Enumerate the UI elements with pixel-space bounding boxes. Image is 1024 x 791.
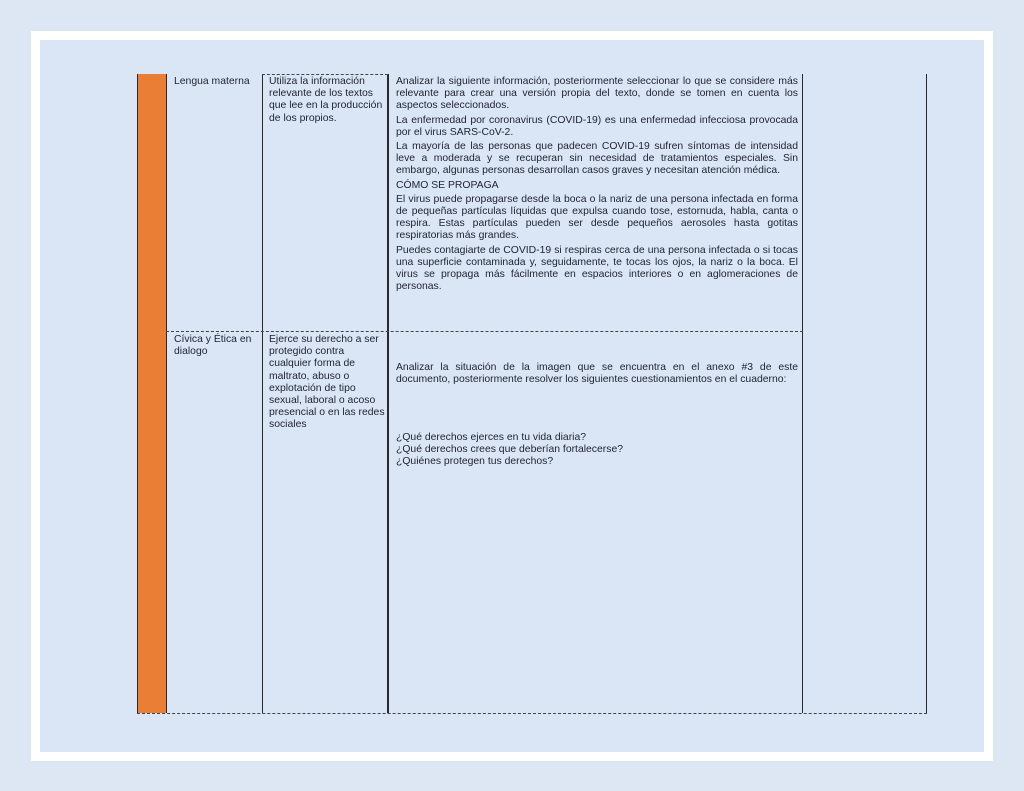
subject-cell: Cívica y Ética en dialogo [174,334,252,358]
activity-paragraph: La enfermedad por coronavirus (COVID-19) es una enfermedad infecciosa provocada por el virus SARS-CoV-2. [396,114,798,138]
activity-cell [396,362,798,388]
question-item: ¿Quiénes protegen tus derechos? [396,456,554,468]
subject-cell: Lengua materna [174,76,250,87]
column-divider [387,74,389,713]
activity-paragraph: La mayoría de las personas que padecen COVID-19 sufren síntomas de intensidad leve a moderada y se recuperan sin necesidad de tratamientos especiales. Sin embargo, algunas personas desarrollan casos graves y necesitan atención médica. [396,141,798,177]
column-divider [802,74,803,713]
skill-cell: Ejerce su derecho a ser protegido contra cualquier forma de maltrato, abuso o explotación de tipo sexual, laboral o acoso presencial o en las redes sociales [269,334,385,431]
question-list [396,432,798,469]
row-divider [166,331,803,332]
question-item: ¿Qué derechos crees que deberían fortalecerse? [396,444,623,456]
table-border-bottom [137,713,927,714]
activity-instructions: Analizar la situación de la imagen que se encuentra en el anexo #3 de este documento, posteriormente resolver los siguientes cuestionamientos en el cuaderno: [396,362,798,386]
accent-column [137,74,167,713]
activity-instructions: Analizar la siguiente información, posteriormente seleccionar lo que se considere más relevante para crear una versión propia del texto, donde se tomen en cuenta los aspectos seleccionados. [396,76,798,112]
activity-cell [396,76,798,295]
column-divider [166,74,167,713]
cell-border-top [262,74,388,75]
table-border-right [926,74,927,713]
question-item: ¿Qué derechos ejerces en tu vida diaria? [396,432,587,443]
activity-paragraph: El virus puede propagarse desde la boca o la nariz de una persona infectada en forma de pequeñas partículas líquidas que expulsa cuando tose, estornuda, habla, canta o respira. Estas partículas pueden ser desde pequeños aerosoles hasta gotitas respiratorias más grandes. [396,193,798,242]
table-border-left [137,74,138,713]
skill-cell: Utiliza la información relevante de los textos que lee en la producción de los propios. [269,76,383,124]
section-heading: CÓMO SE PROPAGA [396,179,499,191]
activity-paragraph: Puedes contagiarte de COVID-19 si respiras cerca de una persona infectada o si tocas una superficie contaminada y, seguidamente, te tocas los ojos, la nariz o la boca. El virus se propaga más fácilmente en espacios interiores o en aglomeraciones de personas. [396,244,798,293]
column-divider [262,74,263,713]
